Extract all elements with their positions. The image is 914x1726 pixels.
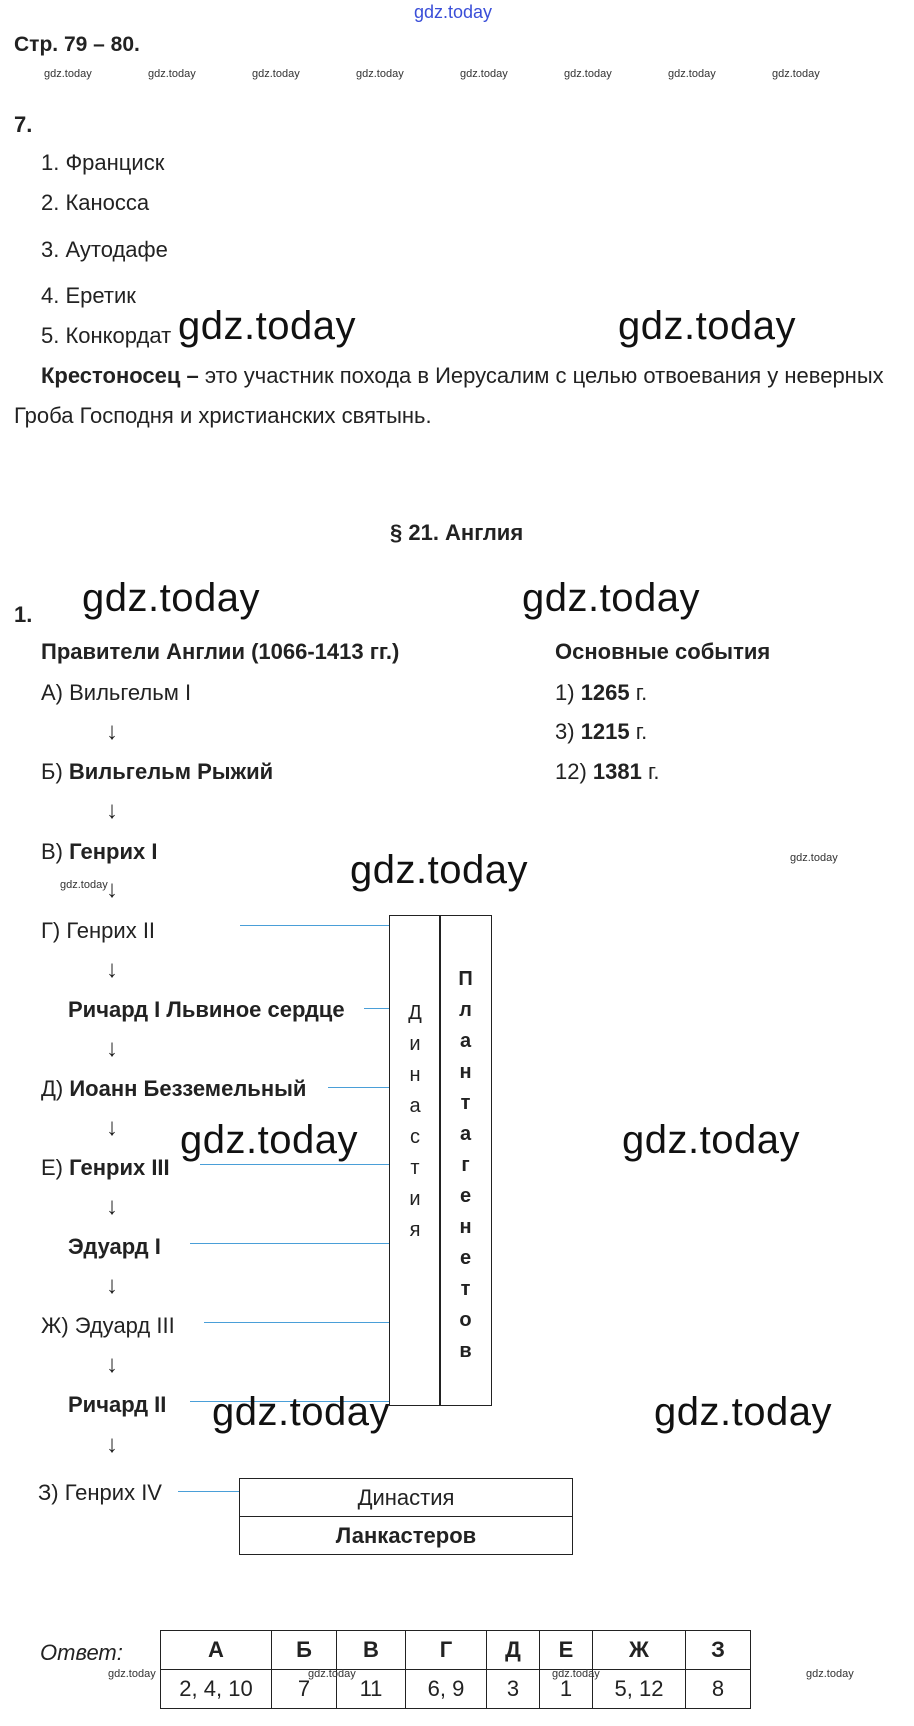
watermark-large: gdz.today xyxy=(180,1118,358,1162)
answer-header-cell: З xyxy=(686,1631,751,1670)
watermark-large: gdz.today xyxy=(618,304,796,348)
down-arrow: ↓ xyxy=(106,956,118,983)
ruler-prefix: В) xyxy=(41,839,70,864)
connector-line xyxy=(204,1322,390,1323)
answer-value-cell: 6, 9 xyxy=(406,1670,487,1709)
dynasty-letter: и xyxy=(409,1188,421,1210)
ruler-name: Вильгельм Рыжий xyxy=(68,759,274,784)
connector-line xyxy=(178,1491,239,1492)
plantagenet-letter: л xyxy=(459,999,472,1021)
connector-line xyxy=(200,1164,390,1165)
definition-line-2: Гроба Господня и христианских святынь. xyxy=(14,403,432,428)
watermark-small: gdz.today xyxy=(148,68,196,80)
plantagenet-letter: г xyxy=(461,1154,470,1176)
ruler-item xyxy=(41,1313,175,1339)
answer-value-cell: 5, 12 xyxy=(593,1670,686,1709)
plantagenet-letter: т xyxy=(460,1092,471,1114)
answer-value-cell: 11 xyxy=(337,1670,406,1709)
event-item xyxy=(555,680,647,706)
down-arrow: ↓ xyxy=(106,1035,118,1062)
event-prefix: 12) xyxy=(555,759,593,784)
down-arrow: ↓ xyxy=(106,876,118,903)
ruler-item xyxy=(38,1480,162,1506)
task-7-item: 2. Каносса xyxy=(41,190,150,215)
plantagenet-box xyxy=(439,915,492,1406)
watermark-small: gdz.today xyxy=(356,68,404,80)
answer-header-cell: Г xyxy=(406,1631,487,1670)
answer-header-cell: Б xyxy=(272,1631,337,1670)
task-7-item: 3. Аутодафе xyxy=(41,237,168,262)
answer-header-cell: Е xyxy=(540,1631,593,1670)
event-suffix: г. xyxy=(641,759,660,784)
page-reference: Стр. 79 – 80. xyxy=(14,33,140,56)
down-arrow: ↓ xyxy=(106,1351,118,1378)
ruler-item xyxy=(68,997,345,1023)
answer-value-cell: 2, 4, 10 xyxy=(161,1670,272,1709)
ruler-name: Эдуард I xyxy=(68,1234,161,1259)
answer-value-cell: 3 xyxy=(487,1670,540,1709)
plantagenet-letter: е xyxy=(459,1185,472,1207)
down-arrow: ↓ xyxy=(106,797,118,824)
ruler-name: Генрих III xyxy=(69,1155,170,1180)
dynasty-letter: а xyxy=(409,1095,421,1117)
watermark-small: gdz.today xyxy=(552,1668,600,1680)
dynasty-letter: я xyxy=(409,1219,421,1241)
watermark-small: gdz.today xyxy=(308,1668,356,1680)
ruler-name: Ричард I Львиное сердце xyxy=(68,997,345,1022)
event-prefix: 3) xyxy=(555,719,581,744)
ruler-name: Генрих II xyxy=(66,918,156,943)
ruler-name: Иоанн Безземельный xyxy=(69,1076,307,1101)
event-year: 1215 xyxy=(580,719,630,744)
watermark-small: gdz.today xyxy=(44,68,92,80)
event-item xyxy=(555,759,659,785)
watermark-small: gdz.today xyxy=(460,68,508,80)
ruler-prefix: Б) xyxy=(41,759,69,784)
event-year: 1381 xyxy=(592,759,642,784)
watermark-small: gdz.today xyxy=(668,68,716,80)
ruler-name: Эдуард III xyxy=(74,1313,175,1338)
watermark-small: gdz.today xyxy=(252,68,300,80)
ruler-item xyxy=(68,1234,161,1260)
ruler-prefix: А) xyxy=(41,680,70,705)
answer-value-cell: 1 xyxy=(540,1670,593,1709)
connector-line xyxy=(328,1087,390,1088)
plantagenet-letter: а xyxy=(459,1123,472,1145)
plantagenet-letter: н xyxy=(459,1061,472,1083)
ruler-item xyxy=(41,680,191,706)
event-item xyxy=(555,719,647,745)
answer-value-cell: 8 xyxy=(686,1670,751,1709)
watermark-large: gdz.today xyxy=(622,1118,800,1162)
event-year: 1265 xyxy=(580,680,630,705)
section-title: § 21. Англия xyxy=(390,520,524,545)
event-prefix: 1) xyxy=(555,680,581,705)
ruler-prefix: Д) xyxy=(41,1076,70,1101)
watermark-small: gdz.today xyxy=(564,68,612,80)
down-arrow: ↓ xyxy=(106,718,118,745)
task-1-number: 1. xyxy=(14,602,33,627)
lancaster-box-line-1: Династия xyxy=(239,1478,573,1517)
ruler-item xyxy=(41,1155,170,1181)
events-header: Основные события xyxy=(555,639,771,664)
dynasty-letter: т xyxy=(410,1157,420,1179)
watermark-large: gdz.today xyxy=(212,1390,390,1434)
ruler-name: Генрих I xyxy=(69,839,158,864)
plantagenet-letter: П xyxy=(458,968,473,990)
watermark-large: gdz.today xyxy=(82,576,260,620)
watermark-large: gdz.today xyxy=(350,848,528,892)
ruler-item xyxy=(41,759,273,785)
ruler-prefix: Г) xyxy=(41,918,67,943)
dynasty-letter: Д xyxy=(408,1002,422,1024)
watermark-large: gdz.today xyxy=(178,304,356,348)
answer-header-cell: В xyxy=(337,1631,406,1670)
ruler-prefix: Е) xyxy=(41,1155,70,1180)
down-arrow: ↓ xyxy=(106,1193,118,1220)
dynasty-letter: с xyxy=(410,1126,420,1148)
down-arrow: ↓ xyxy=(106,1431,118,1458)
ruler-item xyxy=(68,1392,166,1418)
task-7-item: 4. Еретик xyxy=(41,283,136,308)
answer-header-cell: Ж xyxy=(593,1631,686,1670)
definition-text: это участник похода в Иерусалим с целью отвоевания у неверных xyxy=(198,363,884,388)
task-7-number: 7. xyxy=(14,112,33,137)
ruler-prefix: Ж) xyxy=(41,1313,75,1338)
connector-line xyxy=(190,1243,390,1244)
answer-header-cell: Д xyxy=(487,1631,540,1670)
answer-value-row xyxy=(161,1670,751,1709)
ruler-item xyxy=(41,918,155,944)
dynasty-letter: и xyxy=(409,1033,421,1055)
task-7-item: 1. Франциск xyxy=(41,150,165,175)
ruler-item xyxy=(41,839,157,865)
definition-line-1 xyxy=(41,363,884,389)
ruler-prefix: З) xyxy=(38,1480,65,1505)
lancaster-box-line-2: Ланкастеров xyxy=(239,1516,573,1555)
watermark-small: gdz.today xyxy=(108,1668,156,1680)
answer-value-cell: 7 xyxy=(272,1670,337,1709)
down-arrow: ↓ xyxy=(106,1114,118,1141)
watermark-small: gdz.today xyxy=(772,68,820,80)
plantagenet-letter: в xyxy=(459,1340,472,1362)
ruler-name: Вильгельм I xyxy=(69,680,192,705)
event-suffix: г. xyxy=(629,680,648,705)
watermark-small: gdz.today xyxy=(806,1668,854,1680)
rulers-header: Правители Англии (1066-1413 гг.) xyxy=(41,639,400,664)
ruler-item xyxy=(41,1076,306,1102)
ruler-name: Генрих IV xyxy=(64,1480,162,1505)
connector-line xyxy=(240,925,390,926)
dynasty-box xyxy=(389,915,441,1406)
plantagenet-letter: н xyxy=(459,1216,472,1238)
answer-header-row xyxy=(161,1631,751,1670)
plantagenet-letter: о xyxy=(459,1309,472,1331)
plantagenet-letter: е xyxy=(459,1247,472,1269)
connector-line xyxy=(364,1008,390,1009)
plantagenet-letter: а xyxy=(459,1030,472,1052)
plantagenet-letter: т xyxy=(460,1278,471,1300)
watermark-large: gdz.today xyxy=(654,1390,832,1434)
answer-label: Ответ: xyxy=(40,1640,123,1665)
definition-term: Крестоносец – xyxy=(41,363,199,388)
watermark-small: gdz.today xyxy=(60,879,108,891)
watermark-small: gdz.today xyxy=(790,852,838,864)
ruler-name: Ричард II xyxy=(68,1392,167,1417)
answer-header-cell: А xyxy=(161,1631,272,1670)
down-arrow: ↓ xyxy=(106,1272,118,1299)
watermark-large: gdz.today xyxy=(522,576,700,620)
dynasty-letter: н xyxy=(409,1064,421,1086)
dynasty-vertical-text xyxy=(390,998,440,1246)
answer-table xyxy=(160,1630,751,1709)
watermark-top: gdz.today xyxy=(414,2,493,22)
plantagenet-vertical-text xyxy=(440,964,491,1367)
event-suffix: г. xyxy=(629,719,648,744)
task-7-item: 5. Конкордат xyxy=(41,323,172,348)
